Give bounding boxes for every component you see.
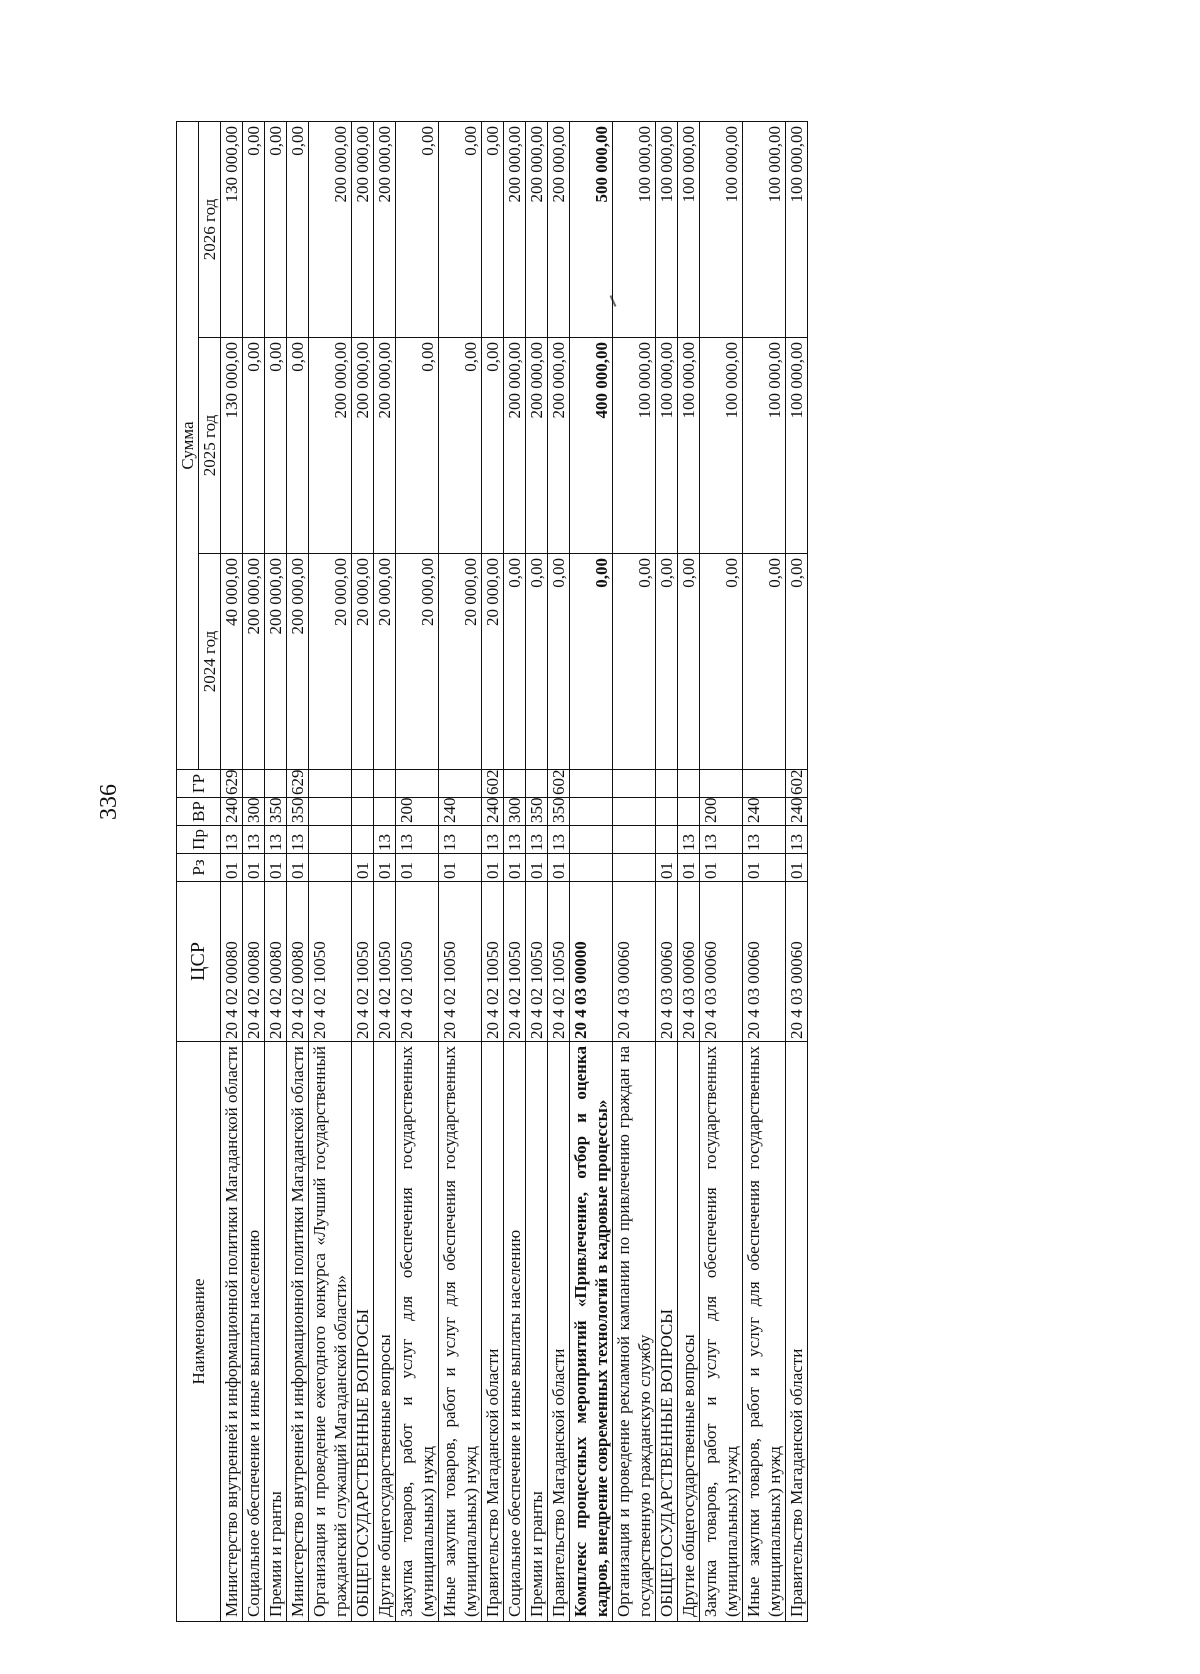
row-rz: 01	[678, 854, 700, 882]
row-amount-2024: 20 000,00	[309, 554, 352, 770]
row-amount-2025: 100 000,00	[786, 338, 808, 554]
row-amount-2025: 200 000,00	[352, 338, 374, 554]
row-gr: 602	[786, 770, 808, 798]
row-amount-2026: 0,00	[482, 122, 504, 338]
row-amount-2024: 20 000,00	[396, 554, 439, 770]
row-amount-2024: 0,00	[613, 554, 656, 770]
row-amount-2025: 100 000,00	[656, 338, 678, 554]
row-pr: 13	[743, 826, 786, 854]
row-gr	[570, 770, 613, 798]
row-amount-2026: 100 000,00	[678, 122, 700, 338]
row-amount-2026: 130 000,00	[221, 122, 243, 338]
row-name: ОБЩЕГОСУДАРСТВЕННЫЕ ВОПРОСЫ	[656, 1042, 678, 1622]
header-row-1	[177, 122, 199, 1622]
row-name: Иные закупки товаров, работ и услуг для обеспечения государственных (муниципальных) нужд	[439, 1042, 482, 1622]
row-amount-2026: 0,00	[439, 122, 482, 338]
row-amount-2025: 0,00	[287, 338, 309, 554]
row-csr: 20 4 03 00060	[743, 882, 786, 1042]
row-amount-2025: 130 000,00	[221, 338, 243, 554]
row-csr: 20 4 03 00060	[613, 882, 656, 1042]
row-rz: 01	[526, 854, 548, 882]
row-csr: 20 4 02 10050	[352, 882, 374, 1042]
header-pr: Пр	[177, 826, 221, 854]
budget-sheet	[176, 122, 806, 1622]
row-vr: 240	[482, 798, 504, 826]
header-2025: 2025 год	[199, 338, 221, 554]
header-name: Наименование	[177, 1042, 221, 1622]
row-pr	[570, 826, 613, 854]
row-csr: 20 4 02 10050	[374, 882, 396, 1042]
row-csr: 20 4 02 10050	[526, 882, 548, 1042]
row-csr: 20 4 02 10050	[548, 882, 570, 1042]
row-amount-2025: 0,00	[396, 338, 439, 554]
row-vr	[613, 798, 656, 826]
row-amount-2026: 100 000,00	[700, 122, 743, 338]
row-csr: 20 4 02 10050	[504, 882, 526, 1042]
table-row	[700, 122, 743, 1622]
header-vr: ВР	[177, 798, 221, 826]
row-vr: 240	[221, 798, 243, 826]
row-rz: 01	[786, 854, 808, 882]
row-amount-2024: 20 000,00	[352, 554, 374, 770]
row-vr: 300	[504, 798, 526, 826]
row-amount-2025: 0,00	[439, 338, 482, 554]
row-rz: 01	[482, 854, 504, 882]
row-amount-2026: 200 000,00	[504, 122, 526, 338]
row-vr	[352, 798, 374, 826]
table-row	[743, 122, 786, 1622]
row-amount-2026: 0,00	[396, 122, 439, 338]
row-vr: 300	[243, 798, 265, 826]
row-pr: 13	[439, 826, 482, 854]
row-vr: 240	[439, 798, 482, 826]
row-amount-2026: 100 000,00	[656, 122, 678, 338]
row-amount-2024: 200 000,00	[243, 554, 265, 770]
row-name: Социальное обеспечение и иные выплаты населению	[504, 1042, 526, 1622]
row-pr: 13	[221, 826, 243, 854]
table-row	[396, 122, 439, 1622]
table-body	[221, 122, 808, 1622]
row-name: Закупка товаров, работ и услуг для обеспечения государственных (муниципальных) нужд	[700, 1042, 743, 1622]
row-gr	[613, 770, 656, 798]
row-csr: 20 4 02 00080	[287, 882, 309, 1042]
row-csr: 20 4 02 00080	[265, 882, 287, 1042]
table-row	[243, 122, 265, 1622]
row-name: Правительство Магаданской области	[482, 1042, 504, 1622]
row-pr: 13	[243, 826, 265, 854]
row-name: Премии и гранты	[526, 1042, 548, 1622]
row-amount-2026: 100 000,00	[743, 122, 786, 338]
row-amount-2024: 0,00	[678, 554, 700, 770]
row-vr	[656, 798, 678, 826]
table-row	[309, 122, 352, 1622]
header-sum: Сумма	[177, 122, 199, 770]
header-rz: Рз	[177, 854, 221, 882]
row-amount-2025: 200 000,00	[548, 338, 570, 554]
row-gr	[743, 770, 786, 798]
row-rz: 01	[656, 854, 678, 882]
row-rz: 01	[743, 854, 786, 882]
row-amount-2024: 0,00	[656, 554, 678, 770]
row-amount-2024: 0,00	[526, 554, 548, 770]
row-rz: 01	[700, 854, 743, 882]
row-amount-2024: 0,00	[743, 554, 786, 770]
row-vr	[678, 798, 700, 826]
row-name: Министерство внутренней и информационной политики Магаданской области	[221, 1042, 243, 1622]
row-amount-2025: 100 000,00	[678, 338, 700, 554]
row-amount-2026: 200 000,00	[548, 122, 570, 338]
table-row	[613, 122, 656, 1622]
header-2024: 2024 год	[199, 554, 221, 770]
row-amount-2025: 200 000,00	[526, 338, 548, 554]
row-rz	[570, 854, 613, 882]
row-pr	[656, 826, 678, 854]
row-name: Иные закупки товаров, работ и услуг для обеспечения государственных (муниципальных) нужд	[743, 1042, 786, 1622]
table-row	[678, 122, 700, 1622]
row-name: Социальное обеспечение и иные выплаты населению	[243, 1042, 265, 1622]
row-amount-2026: 100 000,00	[613, 122, 656, 338]
row-amount-2025: 200 000,00	[309, 338, 352, 554]
table-row	[439, 122, 482, 1622]
row-pr: 13	[548, 826, 570, 854]
row-amount-2026: 0,00	[243, 122, 265, 338]
header-csr: ЦСР	[177, 882, 221, 1042]
table-row	[504, 122, 526, 1622]
table-row	[786, 122, 808, 1622]
row-name: Организация и проведение ежегодного конкурса «Лучший государственный гражданский служащий Магаданской области»	[309, 1042, 352, 1622]
table-row	[482, 122, 504, 1622]
row-amount-2025: 0,00	[243, 338, 265, 554]
row-pr: 13	[287, 826, 309, 854]
row-pr	[309, 826, 352, 854]
row-amount-2025: 100 000,00	[700, 338, 743, 554]
row-amount-2025: 400 000,00	[570, 338, 613, 554]
row-vr: 240	[786, 798, 808, 826]
row-gr	[656, 770, 678, 798]
row-csr: 20 4 02 10050	[309, 882, 352, 1042]
row-amount-2025: 100 000,00	[743, 338, 786, 554]
row-rz: 01	[396, 854, 439, 882]
row-rz: 01	[243, 854, 265, 882]
row-csr: 20 4 03 00060	[678, 882, 700, 1042]
row-amount-2024: 0,00	[570, 554, 613, 770]
row-rz	[309, 854, 352, 882]
row-amount-2024: 20 000,00	[439, 554, 482, 770]
row-amount-2026: 0,00	[287, 122, 309, 338]
row-amount-2026: 200 000,00	[374, 122, 396, 338]
row-pr: 13	[396, 826, 439, 854]
row-gr: 629	[221, 770, 243, 798]
row-gr: 602	[482, 770, 504, 798]
row-gr	[374, 770, 396, 798]
row-gr	[700, 770, 743, 798]
row-gr	[678, 770, 700, 798]
table-row	[656, 122, 678, 1622]
row-pr: 13	[504, 826, 526, 854]
row-name: Другие общегосударственные вопросы	[374, 1042, 396, 1622]
row-amount-2024: 0,00	[504, 554, 526, 770]
row-vr: 240	[743, 798, 786, 826]
row-name: Премии и гранты	[265, 1042, 287, 1622]
row-amount-2024: 200 000,00	[265, 554, 287, 770]
row-amount-2024: 0,00	[700, 554, 743, 770]
row-gr	[243, 770, 265, 798]
row-pr: 13	[265, 826, 287, 854]
row-vr: 200	[700, 798, 743, 826]
page-number: 336	[96, 784, 122, 820]
row-name: Правительство Магаданской области	[548, 1042, 570, 1622]
table-row	[526, 122, 548, 1622]
row-rz: 01	[287, 854, 309, 882]
row-pr: 13	[482, 826, 504, 854]
header-gr: ГР	[177, 770, 221, 798]
table-row	[352, 122, 374, 1622]
row-vr: 350	[265, 798, 287, 826]
row-amount-2024: 200 000,00	[287, 554, 309, 770]
row-amount-2024: 0,00	[548, 554, 570, 770]
row-rz: 01	[439, 854, 482, 882]
row-name: ОБЩЕГОСУДАРСТВЕННЫЕ ВОПРОСЫ	[352, 1042, 374, 1622]
row-gr: 629	[287, 770, 309, 798]
row-gr	[504, 770, 526, 798]
row-csr: 20 4 03 00060	[786, 882, 808, 1042]
row-amount-2025: 100 000,00	[613, 338, 656, 554]
row-gr	[265, 770, 287, 798]
row-csr: 20 4 02 10050	[482, 882, 504, 1042]
row-rz: 01	[221, 854, 243, 882]
row-amount-2025: 200 000,00	[374, 338, 396, 554]
row-gr	[526, 770, 548, 798]
row-name: Закупка товаров, работ и услуг для обеспечения государственных (муниципальных) нужд	[396, 1042, 439, 1622]
row-amount-2024: 0,00	[786, 554, 808, 770]
row-rz: 01	[504, 854, 526, 882]
budget-table	[176, 121, 808, 1622]
row-pr: 13	[374, 826, 396, 854]
row-rz: 01	[374, 854, 396, 882]
row-vr	[374, 798, 396, 826]
table-row	[570, 122, 613, 1622]
row-csr: 20 4 02 10050	[439, 882, 482, 1042]
row-amount-2026: 200 000,00	[309, 122, 352, 338]
table-row	[265, 122, 287, 1622]
row-vr: 350	[548, 798, 570, 826]
row-amount-2024: 20 000,00	[482, 554, 504, 770]
row-csr: 20 4 03 00060	[700, 882, 743, 1042]
row-rz: 01	[548, 854, 570, 882]
row-amount-2026: 500 000,00	[570, 122, 613, 338]
row-pr: 13	[678, 826, 700, 854]
row-csr: 20 4 02 00080	[221, 882, 243, 1042]
row-gr: 602	[548, 770, 570, 798]
row-amount-2026: 0,00	[265, 122, 287, 338]
row-csr: 20 4 03 00000	[570, 882, 613, 1042]
row-amount-2025: 0,00	[482, 338, 504, 554]
table-row	[221, 122, 243, 1622]
row-gr	[309, 770, 352, 798]
row-gr	[396, 770, 439, 798]
row-name: Комплекс процессных мероприятий «Привлечение, отбор и оценка кадров, внедрение современных технологий в кадровые процессы»	[570, 1042, 613, 1622]
row-amount-2024: 40 000,00	[221, 554, 243, 770]
row-csr: 20 4 02 00080	[243, 882, 265, 1042]
row-rz: 01	[352, 854, 374, 882]
row-pr: 13	[526, 826, 548, 854]
row-pr: 13	[786, 826, 808, 854]
row-amount-2025: 0,00	[265, 338, 287, 554]
row-name: Другие общегосударственные вопросы	[678, 1042, 700, 1622]
row-gr	[439, 770, 482, 798]
row-name: Правительство Магаданской области	[786, 1042, 808, 1622]
table-row	[374, 122, 396, 1622]
row-name: Организация и проведение рекламной кампании по привлечению граждан на государственную гражданскую службу	[613, 1042, 656, 1622]
row-vr	[570, 798, 613, 826]
table-row	[548, 122, 570, 1622]
row-name: Министерство внутренней и информационной политики Магаданской области	[287, 1042, 309, 1622]
row-csr: 20 4 02 10050	[396, 882, 439, 1042]
row-csr: 20 4 03 00060	[656, 882, 678, 1042]
row-vr: 350	[526, 798, 548, 826]
row-vr: 200	[396, 798, 439, 826]
row-amount-2026: 200 000,00	[352, 122, 374, 338]
table-row	[287, 122, 309, 1622]
row-pr: 13	[700, 826, 743, 854]
row-amount-2024: 20 000,00	[374, 554, 396, 770]
header-2026: 2026 год	[199, 122, 221, 338]
row-pr	[352, 826, 374, 854]
row-amount-2025: 200 000,00	[504, 338, 526, 554]
row-rz	[613, 854, 656, 882]
row-rz: 01	[265, 854, 287, 882]
row-vr	[309, 798, 352, 826]
row-gr	[352, 770, 374, 798]
row-amount-2026: 200 000,00	[526, 122, 548, 338]
row-vr: 350	[287, 798, 309, 826]
row-amount-2026: 100 000,00	[786, 122, 808, 338]
row-pr	[613, 826, 656, 854]
